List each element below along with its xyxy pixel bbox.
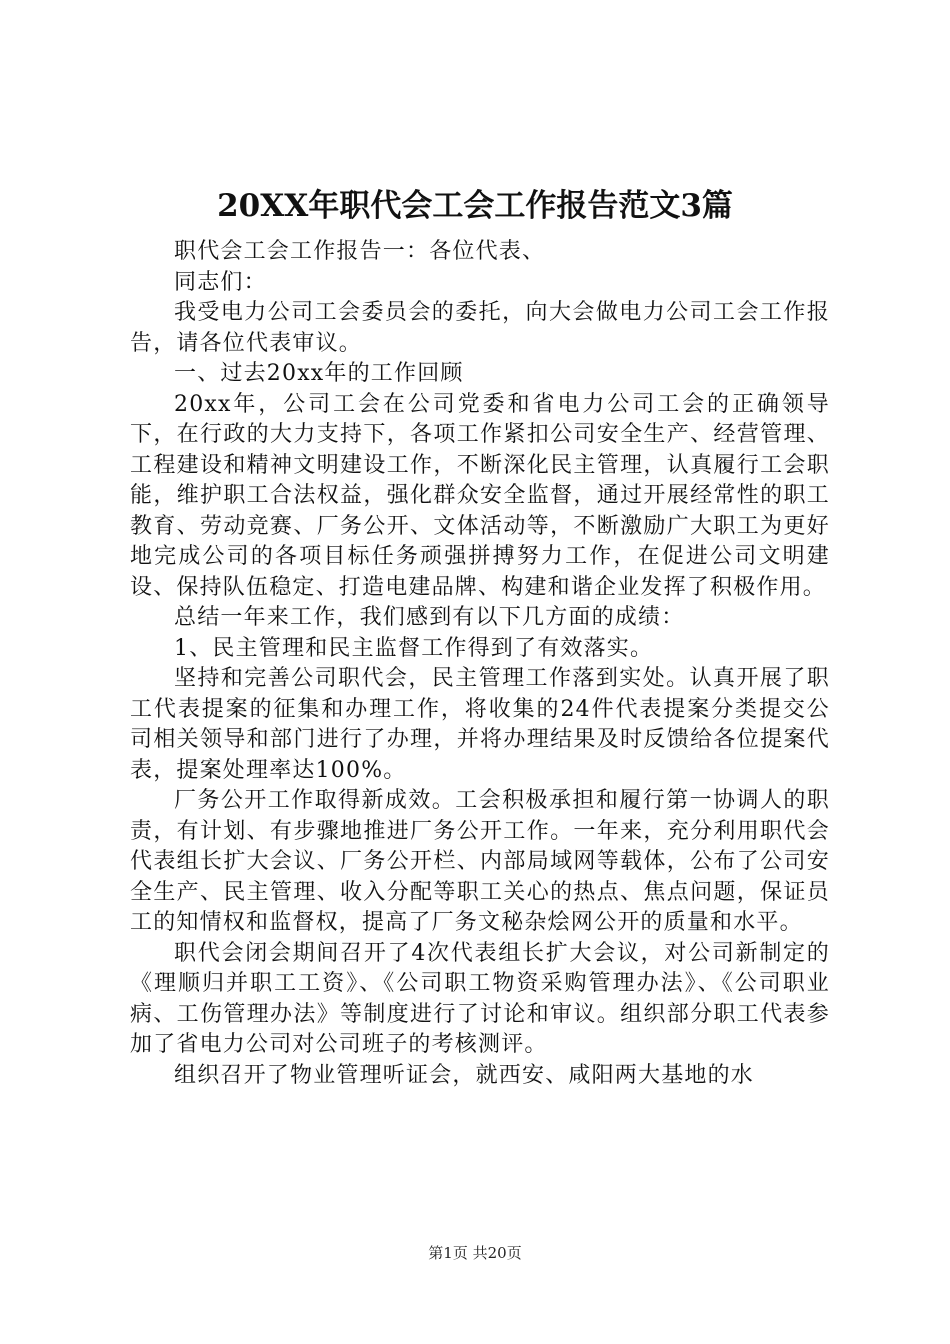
paragraph-hearing: 组织召开了物业管理听证会，就西安、咸阳两大基地的水 [174,1062,755,1088]
subheading-democratic-management: 1、民主管理和民主监督工作得到了有效落实。 [174,635,654,661]
paragraph-proposals: 坚持和完善公司职代会，民主管理工作落到实处。认真开展了职工代表提案的征集和办理工作，将收集的24件代表提案分类提交公司相关领导和部门进行了办理，并将办理结果及时反馈给各位提案代表，提案处理率达100%。 [130,666,830,783]
page-number-footer: 第1页 共20页 [428,1244,522,1262]
paragraph-achievements-lead: 总结一年来工作，我们感到有以下几方面的成绩： [174,605,685,630]
document-title: 20XX年职代会工会工作报告范文3篇 [217,188,733,224]
paragraph-greeting: 职代会工会工作报告一：各位代表、 [174,239,546,264]
paragraph-intro: 我受电力公司工会委员会的委托，向大会做电力公司工会工作报告，请各位代表审议。 [130,300,830,356]
paragraph-salutation: 同志们： [174,269,267,295]
paragraph-meetings: 职代会闭会期间召开了4次代表组长扩大会议，对公司新制定的《理顺归并职工工资》、《公司职工物资采购管理办法》、《公司职业病、工伤管理办法》等制度进行了讨论和审议。组织部分职工代表参加了省电力公司对公司班子的考核测评。 [130,940,830,1057]
section-heading-review: 一、过去20xx年的工作回顾 [174,361,464,386]
paragraph-factory-affairs: 厂务公开工作取得新成效。工会积极承担和履行第一协调人的职责，有计划、有步骤地推进厂务公开工作。一年来，充分利用职代会代表组长扩大会议、厂务公开栏、内部局域网等载体，公布了公司安全生产、民主管理、收入分配等职工关心的热点、焦点问题，保证员工的知情权和监督权，提高了厂务文秘杂烩网公开的质量和水平。 [130,788,830,935]
document-body [130,237,830,1091]
paragraph-summary: 20xx年，公司工会在公司党委和省电力公司工会的正确领导下，在行政的大力支持下，各项工作紧扣公司安全生产、经营管理、工程建设和精神文明建设工作，不断深化民主管理，认真履行工会职能，维护职工合法权益，强化群众安全监督，通过开展经常性的职工教育、劳动竞赛、厂务公开、文体活动等，不断激励广大职工为更好地完成公司的各项目标任务顽强拼搏努力工作，在促进公司文明建设、保持队伍稳定、打造电建品牌、构建和谐企业发挥了积极作用。 [130,391,830,600]
